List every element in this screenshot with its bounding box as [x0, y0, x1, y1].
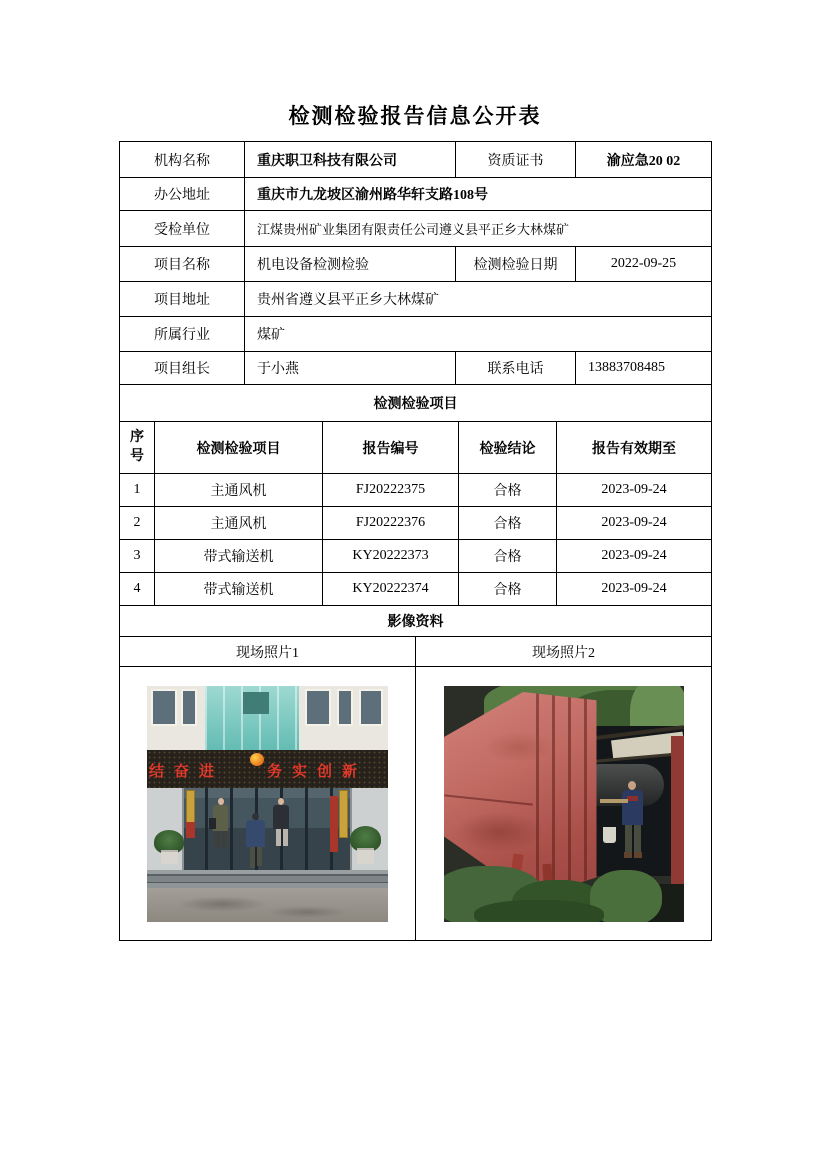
ground-stain	[177, 896, 267, 912]
site-photo-1	[147, 686, 388, 922]
worker-figure	[634, 852, 642, 858]
cell-valid-until: 2023-09-24	[557, 573, 712, 606]
items-table	[119, 384, 712, 606]
table-row	[120, 282, 712, 317]
site-photo-2	[444, 686, 684, 922]
label-project-name: 项目名称	[120, 247, 245, 282]
person-figure	[218, 798, 224, 805]
cell-conclusion: 合格	[459, 540, 557, 573]
gold-plaque	[339, 790, 348, 838]
table-row	[120, 507, 712, 540]
cell-report-no: FJ20222375	[323, 474, 459, 507]
items-section-header-row	[120, 385, 712, 422]
table-row	[120, 178, 712, 211]
value-project-address: 贵州省遵义县平正乡大林煤矿	[245, 282, 712, 317]
plant-pot	[161, 850, 178, 864]
label-office-address: 办公地址	[120, 178, 245, 211]
value-industry: 煤矿	[245, 317, 712, 352]
value-project-name: 机电设备检测检验	[245, 247, 456, 282]
table-row	[120, 474, 712, 507]
label-inspection-date: 检测检验日期	[456, 247, 576, 282]
wooden-plank	[600, 799, 628, 803]
person-figure	[278, 798, 284, 805]
company-logo-icon	[250, 753, 264, 766]
cell-item: 带式输送机	[155, 540, 323, 573]
rust-patch	[484, 732, 554, 762]
photo1-label: 现场照片1	[120, 637, 416, 667]
col-header-item: 检测检验项目	[155, 422, 323, 474]
cell-conclusion: 合格	[459, 573, 557, 606]
cell-valid-until: 2023-09-24	[557, 474, 712, 507]
plant-pot	[357, 848, 374, 864]
glass-doors	[183, 788, 351, 870]
col-header-seq: 序号	[120, 422, 155, 474]
items-header-row	[120, 422, 712, 474]
cell-report-no: FJ20222376	[323, 507, 459, 540]
label-project-leader: 项目组长	[120, 352, 245, 385]
table-row	[120, 247, 712, 282]
label-contact-phone: 联系电话	[456, 352, 576, 385]
cell-item: 带式输送机	[155, 573, 323, 606]
person-figure	[252, 813, 259, 820]
person-figure	[215, 831, 220, 847]
cell-seq: 4	[120, 573, 155, 606]
cell-seq: 3	[120, 540, 155, 573]
duct-ribs	[523, 692, 596, 898]
cell-report-no: KY20222373	[323, 540, 459, 573]
label-org-name: 机构名称	[120, 142, 245, 178]
red-banner-strip	[186, 822, 195, 838]
weeds	[474, 900, 604, 922]
bucket	[603, 827, 616, 843]
glass-window	[243, 692, 269, 714]
table-row	[120, 352, 712, 385]
jacket-detail	[627, 796, 638, 801]
window	[305, 689, 331, 726]
photo-label-row	[120, 637, 712, 667]
info-table	[119, 141, 712, 385]
cell-conclusion: 合格	[459, 507, 557, 540]
media-section-title: 影像资料	[120, 606, 712, 637]
entrance-steps	[147, 870, 388, 888]
photo1-cell	[120, 667, 416, 941]
person-figure	[273, 805, 289, 829]
worker-figure	[624, 852, 632, 858]
value-project-leader: 于小燕	[245, 352, 456, 385]
entrance-slogan-banner	[147, 750, 388, 788]
cell-seq: 1	[120, 474, 155, 507]
rust-patch	[454, 812, 544, 852]
person-figure	[246, 820, 265, 847]
cell-item: 主通风机	[155, 474, 323, 507]
label-qualification-cert: 资质证书	[456, 142, 576, 178]
media-table	[119, 605, 712, 941]
table-row	[120, 142, 712, 178]
pillar-edge	[182, 788, 184, 870]
photo2-label: 现场照片2	[416, 637, 712, 667]
table-row	[120, 211, 712, 247]
person-figure	[283, 829, 288, 846]
worker-figure	[625, 825, 632, 852]
photo2-cell	[416, 667, 712, 941]
person-figure	[222, 831, 227, 847]
cell-report-no: KY20222374	[323, 573, 459, 606]
label-inspected-unit: 受检单位	[120, 211, 245, 247]
items-section-title: 检测检验项目	[120, 385, 712, 422]
col-header-valid-until: 报告有效期至	[557, 422, 712, 474]
ground-stain	[267, 906, 347, 918]
label-industry: 所属行业	[120, 317, 245, 352]
banner-text-right: 务实创新	[267, 763, 368, 780]
worker-figure	[634, 825, 641, 852]
media-section-header-row	[120, 606, 712, 637]
col-header-conclusion: 检验结论	[459, 422, 557, 474]
page-title: 检测检验报告信息公开表	[288, 104, 542, 128]
cell-valid-until: 2023-09-24	[557, 540, 712, 573]
window	[337, 689, 353, 726]
value-org-name: 重庆职卫科技有限公司	[245, 142, 456, 178]
label-project-address: 项目地址	[120, 282, 245, 317]
window	[151, 689, 177, 726]
window	[181, 689, 197, 726]
table-row	[120, 540, 712, 573]
person-figure	[250, 847, 255, 868]
banner-text-left: 结奋进	[149, 763, 225, 780]
worker-figure	[628, 781, 636, 790]
table-row	[120, 317, 712, 352]
value-contact-phone: 13883708485	[576, 352, 712, 385]
bag	[209, 818, 216, 829]
value-qualification-cert: 渝应急20 02	[576, 142, 712, 178]
table-row	[120, 573, 712, 606]
value-office-address: 重庆市九龙坡区渝州路华轩支路108号	[245, 178, 712, 211]
value-inspection-date: 2022-09-25	[576, 247, 712, 282]
report-document	[119, 0, 711, 941]
value-inspected-unit: 江煤贵州矿业集团有限责任公司遵义县平正乡大林煤矿	[245, 211, 712, 247]
window	[359, 689, 383, 726]
cell-item: 主通风机	[155, 507, 323, 540]
cell-seq: 2	[120, 507, 155, 540]
person-figure	[276, 829, 281, 846]
red-banner-strip	[330, 796, 338, 852]
person-figure	[257, 847, 262, 866]
photo-row	[120, 667, 712, 941]
red-door-frame	[671, 736, 684, 888]
pillar-edge	[350, 788, 352, 870]
cell-conclusion: 合格	[459, 474, 557, 507]
col-header-report-no: 报告编号	[323, 422, 459, 474]
cell-valid-until: 2023-09-24	[557, 507, 712, 540]
